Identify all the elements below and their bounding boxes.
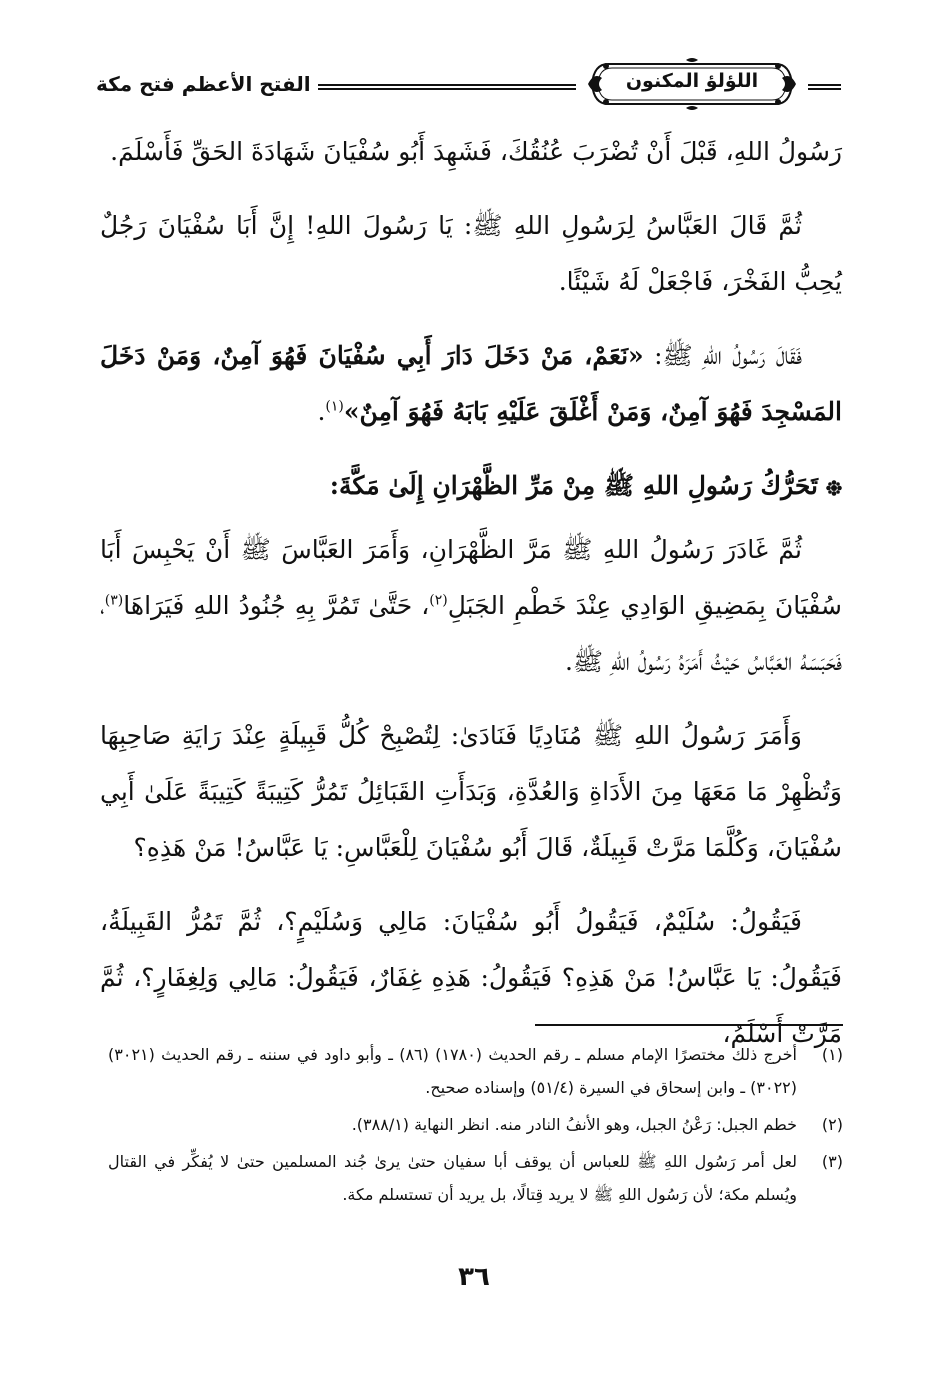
- paragraph-3-intro: فَقَالَ رَسُولُ اللهِ ﷺ:: [643, 341, 802, 370]
- footnote-number: (١): [821, 1045, 843, 1064]
- main-text: [100, 124, 842, 1070]
- paragraph-4-c: ، فَحَبَسَهُ العَبَّاسُ حَيْثُ أَمَرَهُ رَسُولُ اللهِ ﷺ.: [100, 591, 842, 676]
- running-header: [96, 52, 841, 122]
- footnote-1: [108, 1038, 843, 1104]
- paragraph-6: فَيَقُولُ: سُلَيْمٌ، فَيَقُولُ أَبُو سُفْيَانَ: مَالِي وَسُلَيْمٍ؟، ثُمَّ تَمُرُّ القَبِيلَةُ، فَيَقُولُ: يَا عَبَّاسُ! مَنْ هَذِهِ؟ فَيَقُولُ: هَذِهِ غِفَارٌ، فَيَقُولُ: مَالِي وَلِغِفَارٍ؟، ثُمَّ مَرَّتْ أَسْلَمُ،: [100, 907, 842, 1048]
- footnote-number: (٣): [821, 1152, 843, 1171]
- section-heading: [100, 458, 842, 514]
- footnote-ref-1[interactable]: (١): [325, 398, 344, 415]
- chapter-title: الفتح الأعظم فتح مكة: [96, 72, 311, 96]
- footnote-2: [108, 1108, 843, 1141]
- page-number: ٣٦: [458, 1262, 490, 1292]
- footnote-text: أخرج ذلك مختصرًا الإمام مسلم ـ رقم الحديث (١٧٨٠) (٨٦) ـ وأبو داود في سننه ـ رقم الحديث (٣٠٢١) (٣٠٢٢) ـ وابن إسحاق في السيرة (٥١/٤) وإسناده صحيح.: [108, 1045, 797, 1097]
- book-title-cartouche: [586, 58, 798, 110]
- flower-bullet-icon: [826, 480, 842, 496]
- footnote-ref-2[interactable]: (٢): [429, 592, 448, 609]
- paragraph-4: [100, 522, 842, 690]
- paragraph-1: رَسُولُ اللهِ، قَبْلَ أَنْ تُضْرَبَ عُنُقُكَ، فَشَهِدَ أَبُو سُفْيَانَ شَهَادَةَ الحَقِّ فَأَسْلَمَ.: [110, 137, 842, 166]
- paragraph-3-end: .: [317, 397, 326, 426]
- footnote-ref-3[interactable]: (٣): [104, 592, 124, 609]
- footnote-separator: [535, 1024, 843, 1026]
- footnote-number: (٢): [821, 1115, 843, 1134]
- footnote-3: [108, 1145, 843, 1211]
- footnote-text: خطم الجبل: رَعْنُ الجبل، وهو الأنفُ النادر منه. انظر النهاية (٣٨٨/١).: [351, 1115, 797, 1134]
- paragraph-2: ثُمَّ قَالَ العَبَّاسُ لِرَسُولِ اللهِ ﷺ: يَا رَسُولَ اللهِ! إِنَّ أَبَا سُفْيَانَ رَجُلٌ يُحِبُّ الفَخْرَ، فَاجْعَلْ لَهُ شَيْئًا.: [100, 211, 842, 296]
- footnote-text: لعل أمر رَسُول اللهِ ﷺ للعباس أن يوقف أبا سفيان حتىٰ يرىٰ جُند المسلمين حتىٰ لا يُفكِّر في القتال ويُسلم مكة؛ لأن رَسُول اللهِ ﷺ لا يريد قِتالًا، بل يريد أن تستسلم مكة.: [108, 1152, 797, 1204]
- paragraph-3: [100, 328, 842, 440]
- paragraph-5: وَأَمَرَ رَسُولُ اللهِ ﷺ مُنَادِيًا فَنَادَىٰ: لِتُصْبِحْ كُلُّ قَبِيلَةٍ عِنْدَ رَايَةِ صَاحِبِهَا وَتُظْهِرْ مَا مَعَهَا مِنَ الأَدَاةِ وَالعُدَّةِ، وَبَدَأَتِ القَبَائِلُ تَمُرُّ كَتِيبَةً كَتِيبَةً عَلَىٰ أَبِي سُفْيَانَ، وَكُلَّمَا مَرَّتْ قَبِيلَةٌ، قَالَ أَبُو سُفْيَانَ لِلْعَبَّاسِ: يَا عَبَّاسُ! مَنْ هَذِهِ؟: [100, 721, 842, 862]
- book-title: اللؤلؤ المكنون: [625, 70, 759, 92]
- section-heading-text: تَحَرُّكُ رَسُولِ اللهِ ﷺ مِنْ مَرِّ الظَّهْرَانِ إِلَىٰ مَكَّةَ:: [329, 471, 818, 500]
- header-rule-left: [318, 84, 576, 90]
- footnotes: [108, 1038, 843, 1215]
- header-rule-right: [808, 84, 841, 90]
- hadith-quote: «نَعَمْ، مَنْ دَخَلَ دَارَ أَبِي سُفْيَانَ فَهُوَ آمِنٌ، وَمَنْ دَخَلَ المَسْجِدَ فَهُوَ آمِنٌ، وَمَنْ أَغْلَقَ عَلَيْهِ بَابَهُ فَهُوَ آمِنٌ»: [100, 341, 842, 426]
- paragraph-4-b: ، حَتَّىٰ تَمُرَّ بِهِ جُنُودُ اللهِ فَيَرَاهَا: [123, 591, 430, 620]
- paragraph-4-a: ثُمَّ غَادَرَ رَسُولُ اللهِ ﷺ مَرَّ الظَّهْرَانِ، وَأَمَرَ العَبَّاسَ ﷺ أَنْ يَحْبِسَ أَبَا سُفْيَانَ بِمَضِيقِ الوَادِي عِنْدَ خَطْمِ الجَبَلِ: [100, 535, 842, 620]
